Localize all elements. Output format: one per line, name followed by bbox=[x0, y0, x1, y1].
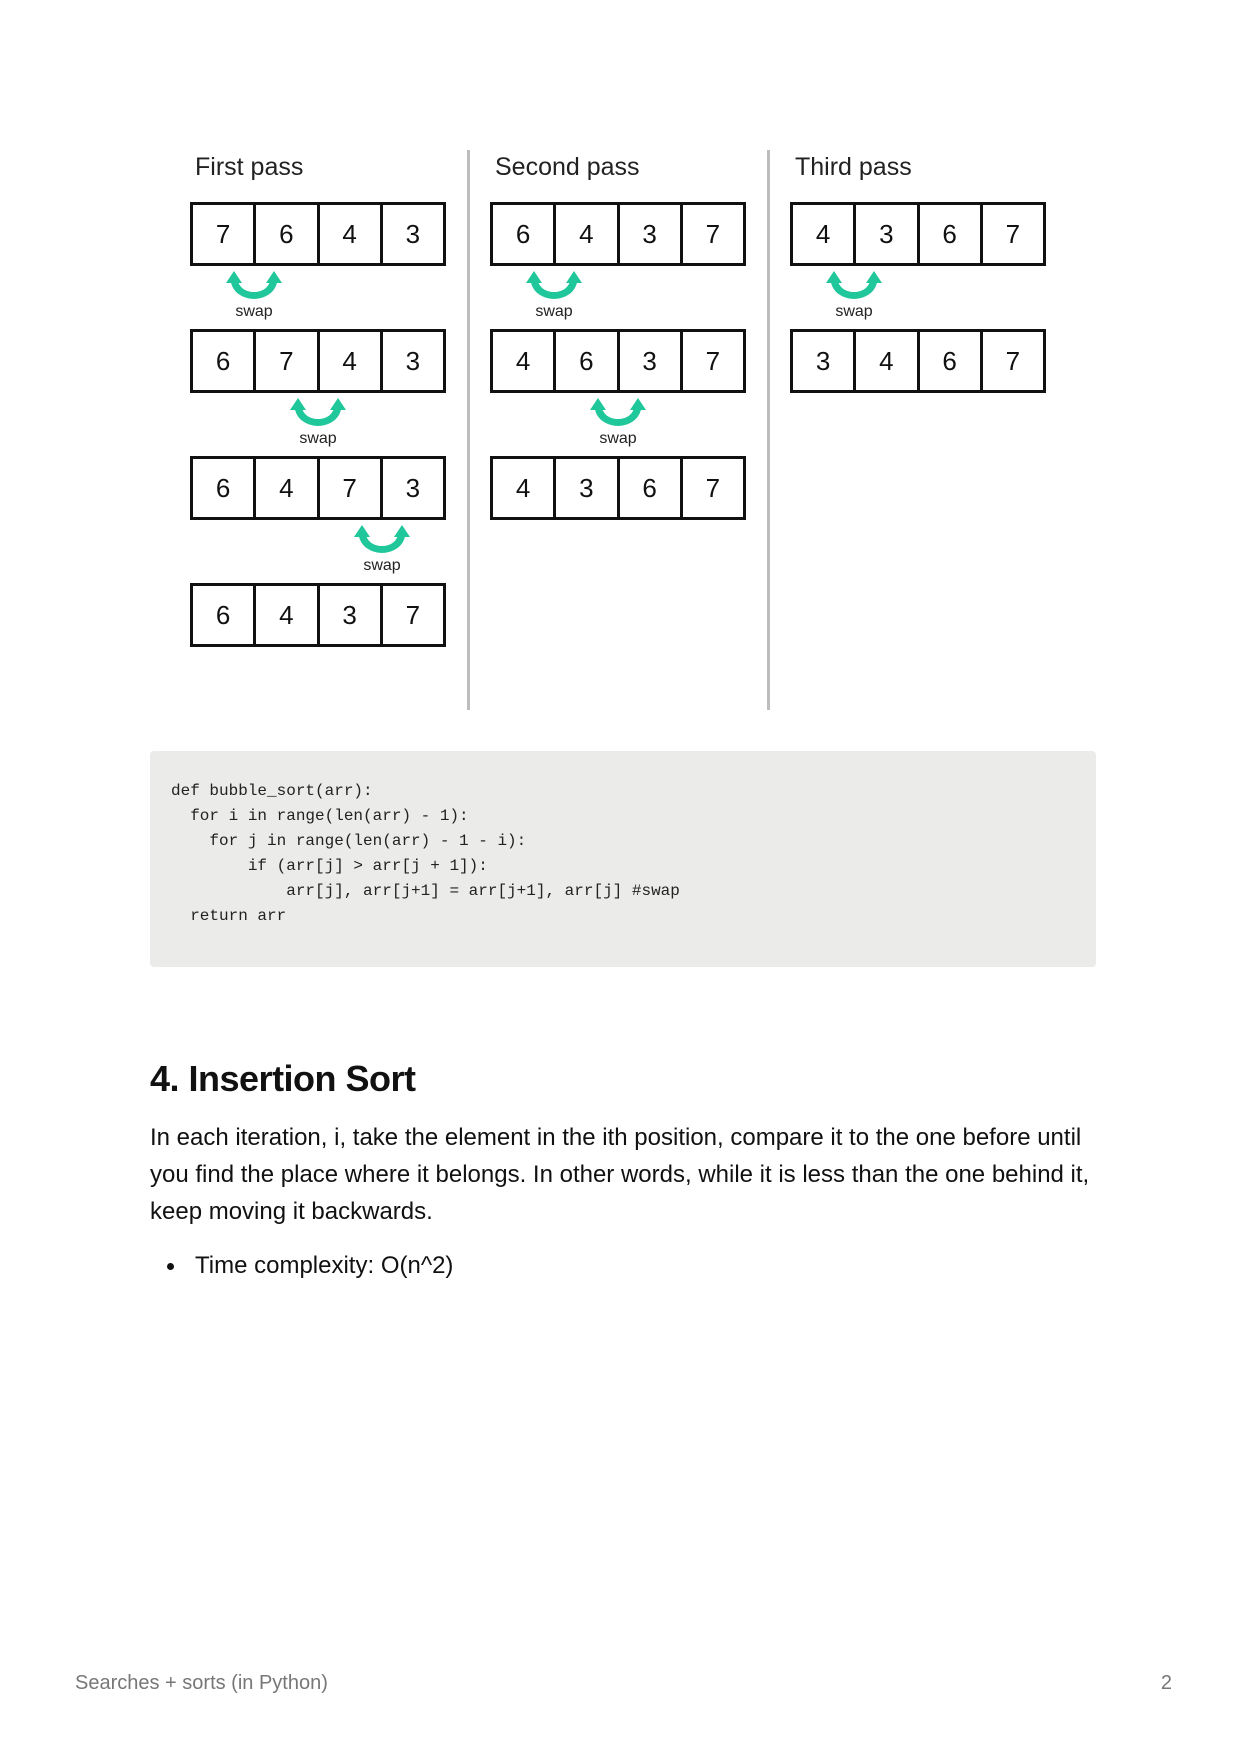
array-cell: 6 bbox=[620, 459, 683, 517]
swap-label: swap bbox=[299, 430, 337, 447]
swap-label: swap bbox=[235, 303, 273, 320]
array-cell: 7 bbox=[320, 459, 383, 517]
array-cell: 3 bbox=[405, 218, 421, 249]
array-cell: 6 bbox=[920, 205, 983, 263]
array-cell: 3 bbox=[556, 459, 619, 517]
array-cell: 4 bbox=[856, 332, 919, 390]
array-cell: 6 bbox=[193, 586, 256, 644]
swap-arrow-icon bbox=[288, 398, 348, 430]
array-row bbox=[490, 329, 746, 393]
array-cell: 3 bbox=[320, 586, 383, 644]
array-cell: 4 bbox=[256, 459, 319, 517]
array-cell: 7 bbox=[256, 332, 319, 390]
section-paragraph: In each iteration, i, take the element in the ith position, compare it to the one before until you find the place where it belongs. In other words, while it is less than the one behind it, keep moving it backwards. bbox=[150, 1124, 1090, 1225]
pass-title: Second pass bbox=[495, 153, 640, 181]
array-cell: 3 bbox=[405, 345, 421, 376]
array-cell: 4 bbox=[793, 205, 856, 263]
array-cell: 6 bbox=[556, 332, 619, 390]
array-row bbox=[790, 202, 1046, 266]
swap-label: swap bbox=[599, 430, 637, 447]
array-cell: 4 bbox=[320, 332, 383, 390]
pass-column bbox=[790, 145, 1060, 715]
footer-document-title: Searches + sorts (in Python) bbox=[75, 1672, 328, 1694]
bubble-sort-diagram bbox=[190, 145, 1070, 715]
array-cell: 6 bbox=[193, 332, 256, 390]
array-cell: 6 bbox=[256, 205, 319, 263]
array-cell: 4 bbox=[320, 205, 383, 263]
array-cell: 3 bbox=[793, 332, 856, 390]
swap-indicator bbox=[342, 525, 422, 579]
array-row bbox=[190, 456, 446, 520]
pass-column bbox=[190, 145, 460, 715]
swap-label: swap bbox=[363, 557, 401, 574]
array-cell: 4 bbox=[493, 459, 556, 517]
swap-arrow-icon bbox=[524, 271, 584, 303]
array-cell: 7 bbox=[705, 218, 721, 249]
swap-indicator bbox=[514, 271, 594, 325]
list-item: Time complexity: O(n^2) bbox=[150, 1247, 453, 1284]
array-cell: 7 bbox=[193, 205, 256, 263]
swap-arrow-icon bbox=[824, 271, 884, 303]
array-row bbox=[190, 202, 446, 266]
array-cell: 4 bbox=[493, 332, 556, 390]
swap-arrow-icon bbox=[224, 271, 284, 303]
bullet-list bbox=[150, 1247, 453, 1284]
array-cell: 3 bbox=[405, 472, 421, 503]
array-row bbox=[490, 202, 746, 266]
array-row bbox=[190, 583, 446, 647]
swap-indicator bbox=[214, 271, 294, 325]
footer-page-number: 2 bbox=[1160, 1672, 1172, 1694]
array-cell: 7 bbox=[705, 345, 721, 376]
swap-indicator bbox=[578, 398, 658, 452]
array-row bbox=[790, 329, 1046, 393]
array-cell: 3 bbox=[620, 332, 683, 390]
array-cell: 3 bbox=[620, 205, 683, 263]
array-cell: 6 bbox=[920, 332, 983, 390]
swap-indicator bbox=[814, 271, 894, 325]
array-cell: 4 bbox=[256, 586, 319, 644]
array-cell: 4 bbox=[556, 205, 619, 263]
array-cell: 7 bbox=[1005, 218, 1021, 249]
array-cell: 6 bbox=[193, 459, 256, 517]
pass-title: Third pass bbox=[795, 153, 912, 181]
array-cell: 3 bbox=[856, 205, 919, 263]
swap-label: swap bbox=[535, 303, 573, 320]
array-cell: 6 bbox=[493, 205, 556, 263]
section-heading: 4. Insertion Sort bbox=[150, 1058, 416, 1099]
array-cell: 7 bbox=[1005, 345, 1021, 376]
array-row bbox=[490, 456, 746, 520]
swap-arrow-icon bbox=[588, 398, 648, 430]
pass-divider bbox=[767, 150, 770, 710]
pass-divider bbox=[467, 150, 470, 710]
array-row bbox=[190, 329, 446, 393]
swap-indicator bbox=[278, 398, 358, 452]
pass-column bbox=[490, 145, 760, 715]
array-cell: 7 bbox=[405, 599, 421, 630]
pass-title: First pass bbox=[195, 153, 304, 181]
swap-arrow-icon bbox=[352, 525, 412, 557]
code-block bbox=[150, 751, 1096, 967]
code-text: def bubble_sort(arr): for i in range(len(arr) - 1): for j in range(len(arr) - 1 - i): if (arr[j] > arr[j + 1]): arr[j], arr[j+1] = arr[j+1], arr[j] #swap return arr bbox=[171, 782, 680, 925]
array-cell: 7 bbox=[705, 472, 721, 503]
swap-label: swap bbox=[835, 303, 873, 320]
